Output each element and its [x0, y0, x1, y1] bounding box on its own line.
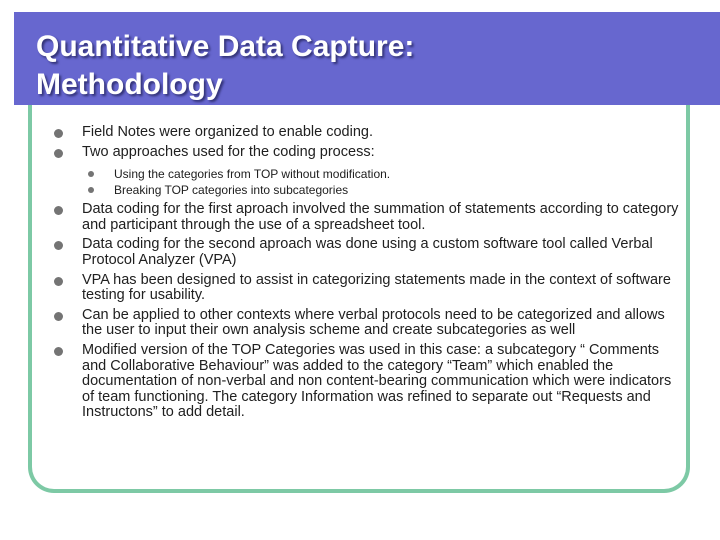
bullet-item-first-approach — [52, 202, 682, 233]
sub-bullet-dot-icon — [88, 187, 94, 193]
sub-bullet-item-subcategories — [52, 182, 682, 198]
slide-title-line-1: Quantitative Data Capture: — [36, 30, 415, 63]
sub-bullet-dot-icon — [88, 171, 94, 177]
bullet-text: Data coding for the second aproach was done using a custom software tool called Verbal Protocol Analyzer (VPA) — [82, 236, 653, 268]
bullet-dot-icon — [54, 206, 63, 215]
bullet-item-two-approaches — [52, 145, 682, 199]
bullet-text: Data coding for the first aproach involved the summation of statements according to category and participant through the use of a spreadsheet tool. — [82, 201, 679, 233]
slide-title-line-2: Methodology — [36, 68, 223, 101]
bullet-dot-icon — [54, 129, 63, 138]
bullet-list — [52, 125, 682, 421]
bullet-text: Field Notes were organized to enable coding. — [82, 124, 373, 140]
bullet-dot-icon — [54, 347, 63, 356]
bullet-item-vpa-design — [52, 273, 682, 304]
bullet-text: Two approaches used for the coding process: — [82, 143, 375, 160]
bullet-text: VPA has been designed to assist in categorizing statements made in the context of software testing for usability. — [82, 271, 671, 304]
bullet-item-second-approach — [52, 237, 682, 268]
slide-title — [36, 28, 596, 104]
sub-bullet-item-top-categories — [52, 166, 682, 182]
sub-bullet-text: Breaking TOP categories into subcategories — [114, 183, 349, 198]
bullet-item-field-notes — [52, 125, 682, 141]
title-band — [14, 12, 720, 105]
sub-bullet-text: Using the categories from TOP without modification. — [114, 167, 391, 182]
bullet-dot-icon — [54, 241, 63, 250]
bullet-dot-icon — [54, 277, 63, 286]
bullet-text: Can be applied to other contexts where verbal protocols need to be categorized and allows the user to input their own analysis scheme and create subcategories as well — [82, 306, 665, 339]
bullet-item-other-contexts — [52, 308, 682, 339]
bullet-text: Modified version of the TOP Categories was used in this case: a subcategory “ Comments and Collaborative Behaviour” was added to the category “Team” which enabled the documentation of non-verbal and non content-bearing communication which were indicators of team functioning. The category Information was refined to separate out “Requests and Instructons” to add detail. — [82, 341, 672, 421]
bullet-item-modified-version — [52, 343, 682, 421]
bullet-dot-icon — [54, 312, 63, 321]
sub-bullet-list — [52, 166, 682, 198]
bullet-dot-icon — [54, 149, 63, 158]
